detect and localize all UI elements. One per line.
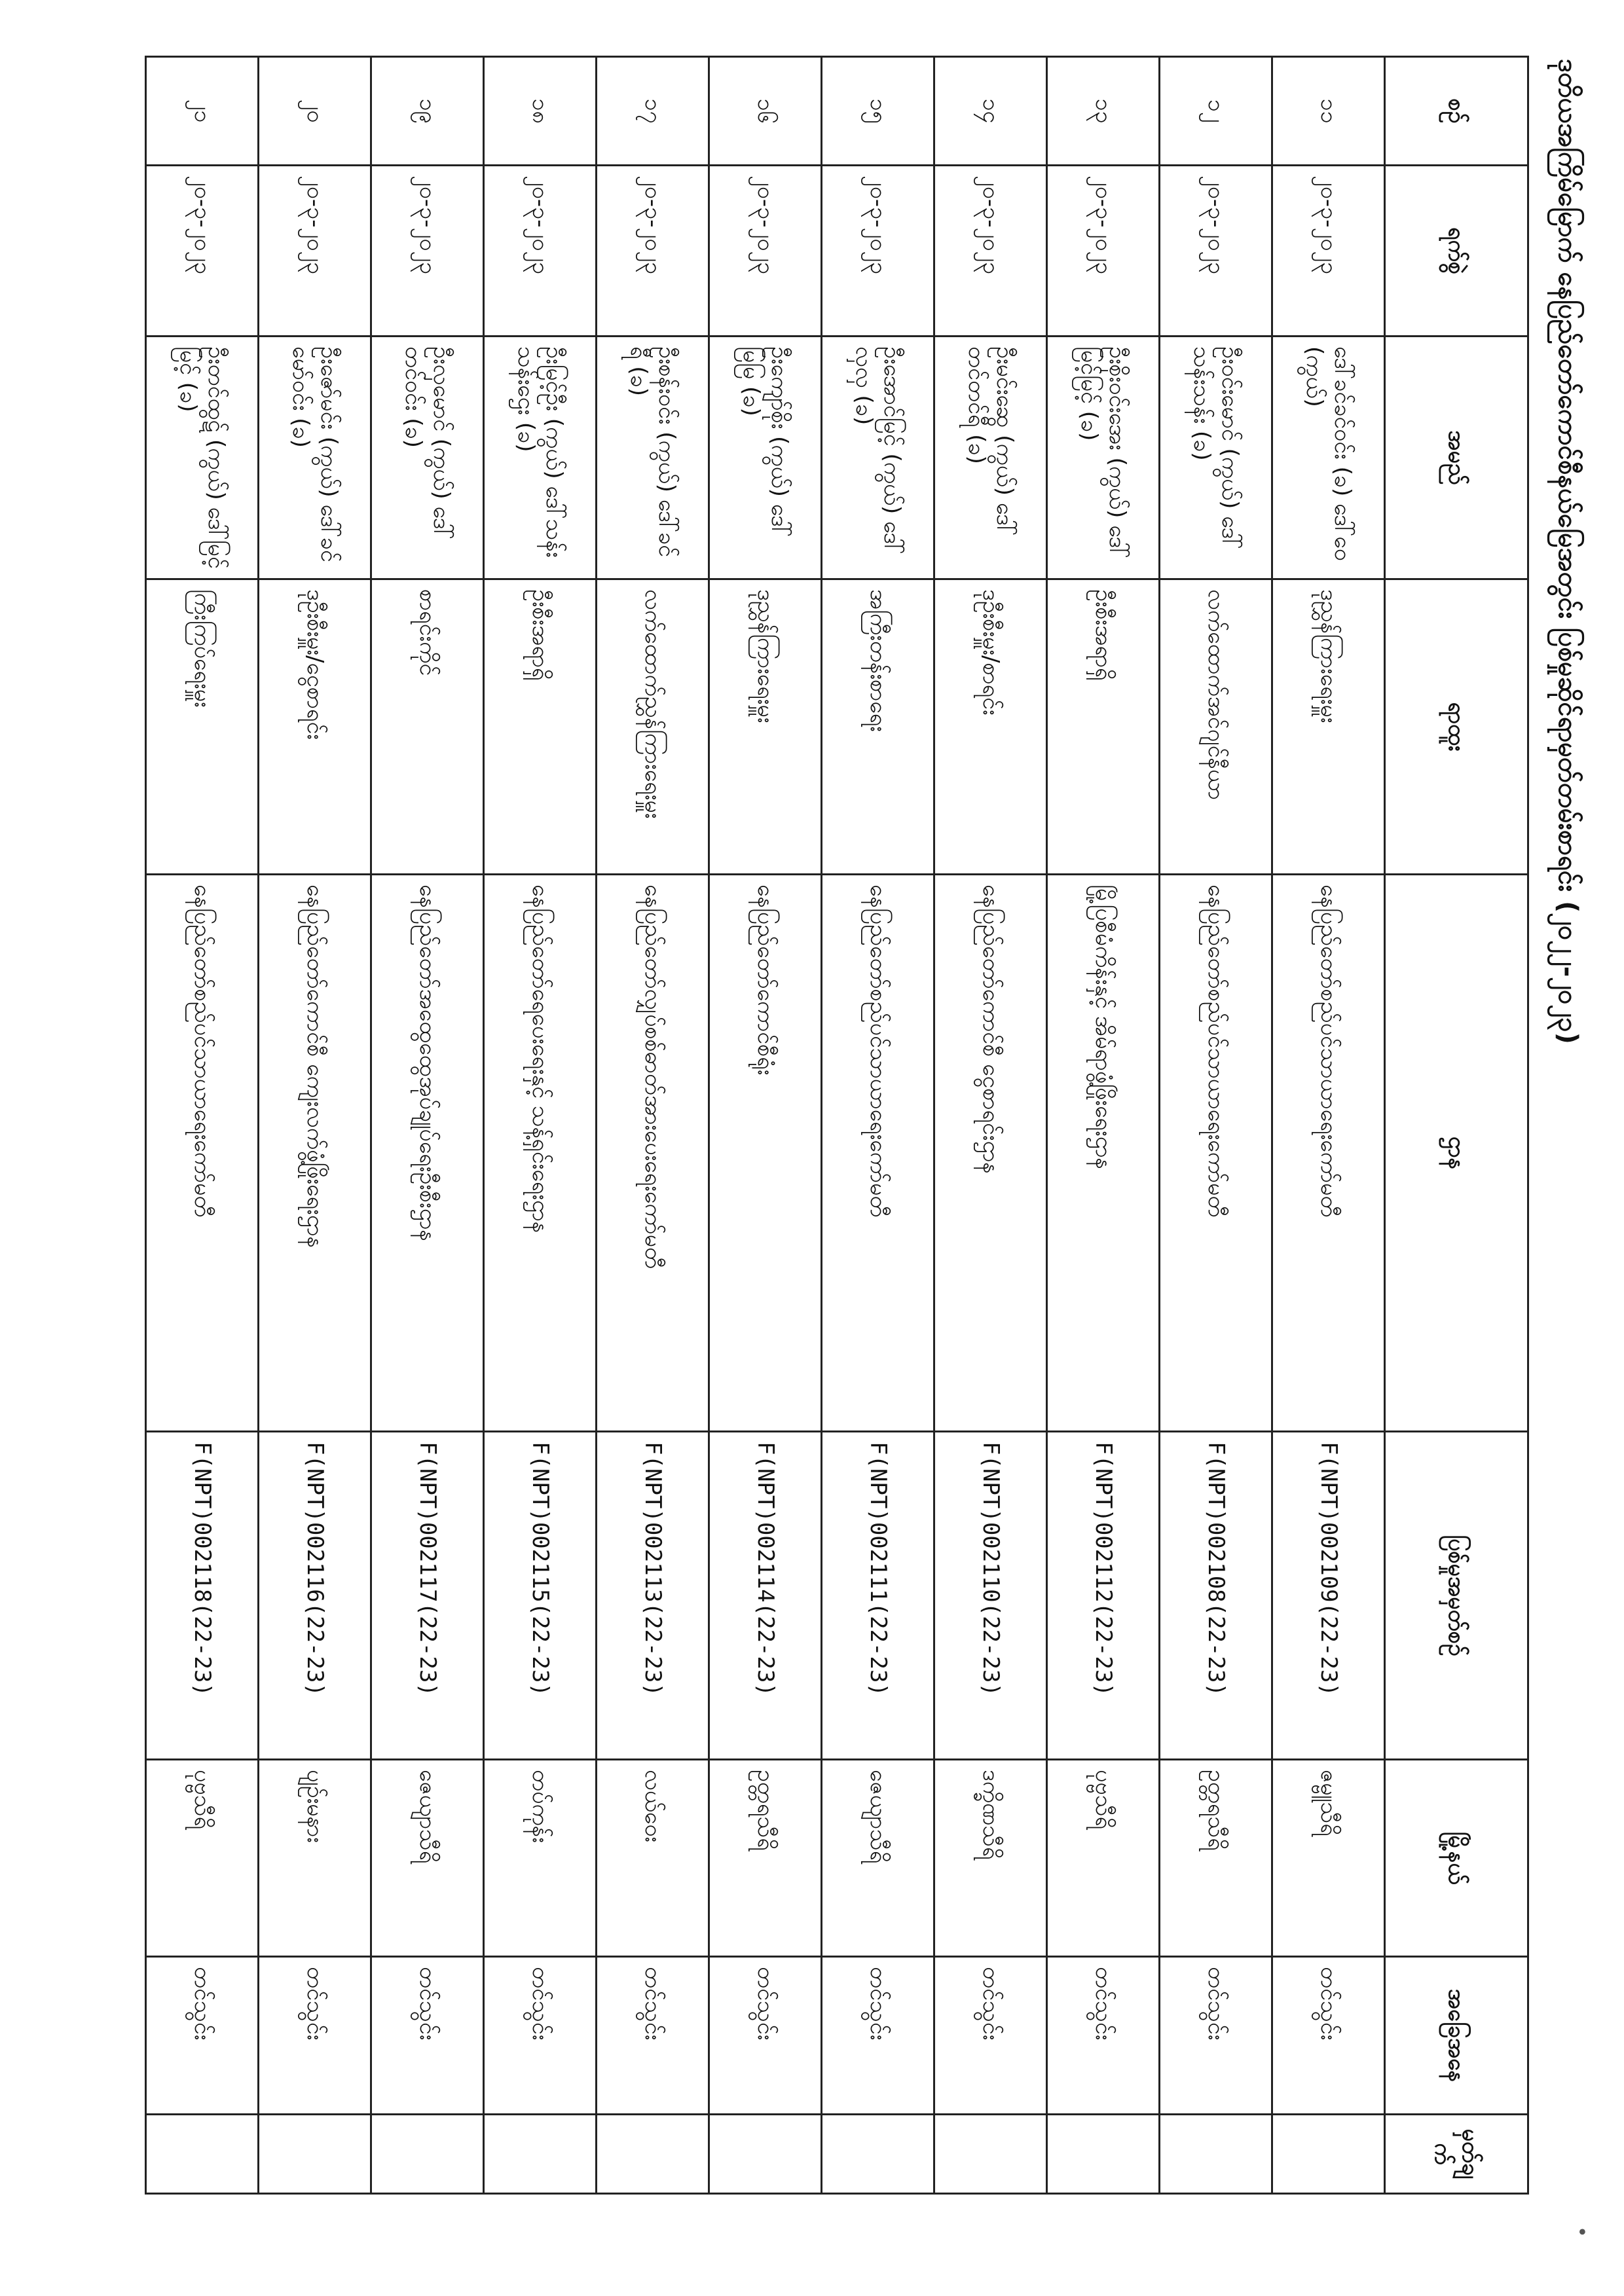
row-status: တင်သွင်း — [371, 1957, 484, 2115]
row-role: ဒုဦးစီးမှူး/စာရင်း — [934, 579, 1047, 875]
row-no: ၁၁ — [1272, 57, 1385, 166]
row-name: ဒေါ်ခင်ခင်ဝင်း (ခ) ဒေါ်ဝေ (ကွယ်) — [1272, 337, 1385, 579]
table-row — [259, 57, 371, 2194]
row-date: ၂၀-၃-၂၀၂၃ — [146, 166, 259, 337]
row-place: ဇမ္ဗူသီရိ — [1272, 1760, 1385, 1957]
row-status: တင်သွင်း — [1047, 1957, 1160, 2115]
row-name: ဦးမင်းဆွေ (ကွယ်) ဒေါ်တင်တင်ရီ (ခ) — [934, 337, 1047, 579]
row-place: ဇေယျာသီရိ — [371, 1760, 484, 1957]
row-remark — [1047, 2115, 1160, 2194]
row-role: ဒုဦးစီးမှူး/ငွေစာရင်း — [259, 579, 371, 875]
row-role: အကြီးတန်းစာရေး — [822, 579, 934, 875]
row-status: တင်သွင်း — [822, 1957, 934, 2115]
row-status: တင်သွင်း — [597, 1957, 709, 2115]
row-name: ဦးဇော်မင်း (ကွယ်) ဒေါ်ခင်မော်ဝင်း (ခ) — [259, 337, 371, 579]
row-place: လယ်ဝေး — [597, 1760, 709, 1957]
row-date: ၂၀-၃-၂၀၂၃ — [484, 166, 597, 337]
table-row — [146, 57, 259, 2194]
row-role: ဦးစီးအရာရှိ — [484, 579, 597, 875]
header-role: ရာထူး — [1385, 579, 1528, 875]
row-name: ဦးမြင့်ဦး (ကွယ်) ဒေါ်သန်းသန်းဌေး (ခ) — [484, 337, 597, 579]
row-remark — [371, 2115, 484, 2194]
header-no: စဉ် — [1385, 57, 1528, 166]
row-remark — [259, 2115, 371, 2194]
row-remark — [484, 2115, 597, 2194]
row-name: ဦးကျော်စိုး (ကွယ်) ဒေါ်မြမြ (ခ) — [709, 337, 822, 579]
row-no: ၂၀ — [259, 57, 371, 166]
row-place: ပုဗ္ဗသီရိ — [1047, 1760, 1160, 1957]
row-no: ၂၁ — [146, 57, 259, 166]
row-code: F(NPT)002114(22-23) — [709, 1432, 822, 1760]
row-dept: နေပြည်တော်စည်ပင်သာယာရေးကော်မတီ — [1160, 875, 1272, 1432]
row-status: တင်သွင်း — [484, 1957, 597, 2115]
row-name: ဦးလှမောင် (ကွယ်) ဒေါ်တင်ဝင်း (ခ) — [371, 337, 484, 579]
row-status: တင်သွင်း — [146, 1957, 259, 2115]
row-dept: နေပြည်တော်စည်ပင်သာယာရေးကော်မတီ — [1272, 875, 1385, 1432]
row-place: ဥတ္တရသီရိ — [709, 1760, 822, 1957]
row-dept: နေပြည်တော်အထွေထွေအုပ်ချုပ်ရေးဦးစီးဌာန — [371, 875, 484, 1432]
header-dept: ဌာန — [1385, 875, 1528, 1432]
row-dept: နေပြည်တော်ကောင်စီရုံး — [709, 875, 822, 1432]
row-name: ဦးတင်ထွဋ် (ကွယ်) ဒေါ်မြင့်မြင့် (ခ) — [146, 337, 259, 579]
table-row — [822, 57, 934, 2194]
row-place: ပျဉ်းမနား — [259, 1760, 371, 1957]
row-no: ၁၃ — [1047, 57, 1160, 166]
record-body — [146, 57, 1385, 2194]
row-date: ၂၀-၃-၂၀၂၃ — [597, 166, 709, 337]
row-status: တင်သွင်း — [259, 1957, 371, 2115]
row-place: ဇေယျာသီရိ — [822, 1760, 934, 1957]
row-place: တပ်ကုန်း — [484, 1760, 597, 1957]
table-row — [484, 57, 597, 2194]
row-remark — [822, 2115, 934, 2194]
row-remark — [934, 2115, 1047, 2194]
row-date: ၂၀-၃-၂၀၂၃ — [709, 166, 822, 337]
row-code: F(NPT)002118(22-23) — [146, 1432, 259, 1760]
row-date: ၂၀-၃-၂၀၂၃ — [934, 166, 1047, 337]
row-role: ဦးစီးအရာရှိ — [1047, 579, 1160, 875]
header-status: အခြေအနေ — [1385, 1957, 1528, 2115]
table-row — [934, 57, 1047, 2194]
row-dept: နေပြည်တော်စည်ပင်သာယာရေးကော်မတီ — [822, 875, 934, 1432]
header-name: အမည် — [1385, 337, 1528, 579]
row-no: ၁၅ — [822, 57, 934, 166]
row-date: ၂၀-၃-၂၀၂၃ — [371, 166, 484, 337]
table-row — [1160, 57, 1272, 2194]
row-no: ၁၉ — [371, 57, 484, 166]
row-code: F(NPT)002110(22-23) — [934, 1432, 1047, 1760]
row-no: ၁၂ — [1160, 57, 1272, 166]
header-remark: မှတ်ချက် — [1385, 2115, 1528, 2194]
row-date: ၂၀-၃-၂၀၂၃ — [1272, 166, 1385, 337]
row-code: F(NPT)002108(22-23) — [1160, 1432, 1272, 1760]
row-date: ၂၀-၃-၂၀၂၃ — [1047, 166, 1160, 337]
row-no: ၁၈ — [484, 57, 597, 166]
record-table — [145, 56, 1529, 2195]
corner-mark: • — [1570, 2226, 1593, 2238]
row-role: ဒုညွှန်ကြားရေးမှူး — [1272, 579, 1385, 875]
row-date: ၂၀-၃-၂၀၂၃ — [1160, 166, 1272, 337]
row-remark — [146, 2115, 259, 2194]
row-name: ဦးအောင်မြင့် (ကွယ်) ဒေါ်လှလှ (ခ) — [822, 337, 934, 579]
row-date: ၂၀-၃-၂၀၂၃ — [822, 166, 934, 337]
row-dept: နေပြည်တော်ကောင်စီ ငွေစာရင်းဌာန — [934, 875, 1047, 1432]
row-role: ဒုညွှန်ကြားရေးမှူး — [709, 579, 822, 875]
header-date: ရက်စွဲ — [1385, 166, 1528, 337]
row-status: တင်သွင်း — [1160, 1957, 1272, 2115]
row-role: ကြီးကြပ်ရေးမှူး — [146, 579, 259, 875]
row-code: F(NPT)002111(22-23) — [822, 1432, 934, 1760]
table-row — [709, 57, 822, 2194]
row-role: စာရင်းကိုင် — [371, 579, 484, 875]
row-dept: မြို့ပြစီမံကိန်းနှင့် အိမ်ရာဖွံ့ဖြိုးရေးဌာန — [1047, 875, 1160, 1432]
header-code: ပြစ်မှုအမှတ်စဉ် — [1385, 1432, 1528, 1760]
row-no: ၁၄ — [934, 57, 1047, 166]
row-role: လက်ထောက်ညွှန်ကြားရေးမှူး — [597, 579, 709, 875]
row-dept: နေပြည်တော်လျှပ်စစ်ဓာတ်အားပေးရေးကော်မတီ — [597, 875, 709, 1432]
row-remark — [1272, 2115, 1385, 2194]
row-place: ပုဗ္ဗသီရိ — [146, 1760, 259, 1957]
row-place: ဥတ္တရသီရိ — [1160, 1760, 1272, 1957]
row-remark — [709, 2115, 822, 2194]
row-code: F(NPT)002117(22-23) — [371, 1432, 484, 1760]
header-row — [1385, 57, 1528, 2194]
row-status: တင်သွင်း — [934, 1957, 1047, 2115]
row-no: ၁၆ — [709, 57, 822, 166]
row-name: ဦးစန်းဝင်း (ကွယ်) ဒေါ်ခင်ရီ (ခ) — [597, 337, 709, 579]
row-name: ဦးဝင်းမောင် (ကွယ်) ဒေါ်သန်းသန်း (ခ) — [1160, 337, 1272, 579]
table-row — [597, 57, 709, 2194]
row-status: တင်သွင်း — [709, 1957, 822, 2115]
row-dept: နေပြည်တော်စည်ပင်သာယာရေးကော်မတီ — [146, 875, 259, 1432]
row-code: F(NPT)002115(22-23) — [484, 1432, 597, 1760]
row-role: လက်ထောက်အင်ဂျင်နီယာ — [1160, 579, 1272, 875]
row-code: F(NPT)002113(22-23) — [597, 1432, 709, 1760]
row-remark — [597, 2115, 709, 2194]
row-code: F(NPT)002116(22-23) — [259, 1432, 371, 1760]
document-title: ဒုတိယအကြိမ်မြောက် နေပြည်တော်ကောင်စီနယ်မြေအတွင်း ပြစ်မှုဆိုင်ရာမှတ်တမ်းစာရင်း (၂၀၂၂-၂၀၂၃) — [1553, 59, 1583, 1044]
row-dept: နေပြည်တော်ရေပေးရေးနှင့် သန့်ရှင်းရေးဌာန — [484, 875, 597, 1432]
row-code: F(NPT)002112(22-23) — [1047, 1432, 1160, 1760]
table-row — [1047, 57, 1160, 2194]
table-row — [371, 57, 484, 2194]
header-place: မြို့နယ် — [1385, 1760, 1528, 1957]
row-remark — [1160, 2115, 1272, 2194]
row-code: F(NPT)002109(22-23) — [1272, 1432, 1385, 1760]
table-row — [1272, 57, 1385, 2194]
row-no: ၁၇ — [597, 57, 709, 166]
row-date: ၂၀-၃-၂၀၂၃ — [259, 166, 371, 337]
row-status: တင်သွင်း — [1272, 1957, 1385, 2115]
row-name: ဦးစိုးဝင်းအေး (ကွယ်) ဒေါ်မြင့်မြင့် (ခ) — [1047, 337, 1160, 579]
row-place: ဒက္ခိဏသီရိ — [934, 1760, 1047, 1957]
row-dept: နေပြည်တော်ကောင်စီ ကျေးလက်ဖွံ့ဖြိုးရေးဌာန — [259, 875, 371, 1432]
